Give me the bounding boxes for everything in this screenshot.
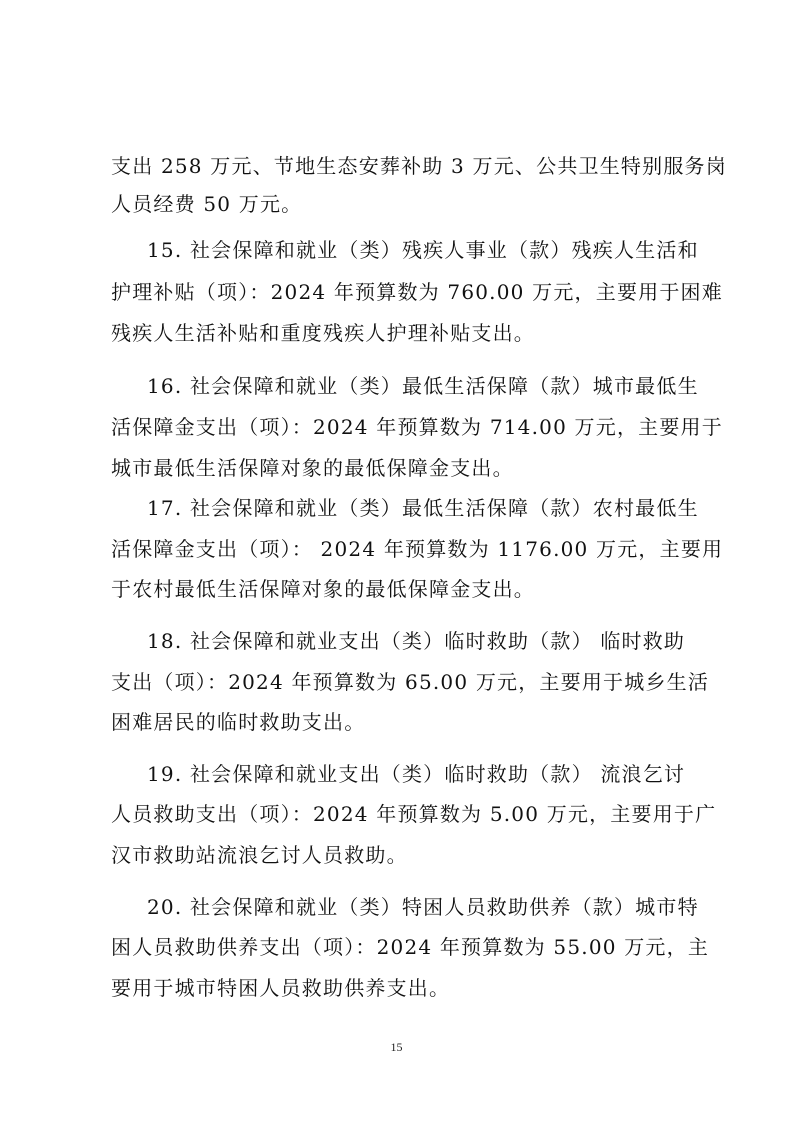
paragraph-line: 15. 社会保障和就业（类）残疾人事业（款）残疾人生活和 bbox=[147, 238, 699, 262]
paragraph-line: 20. 社会保障和就业（类）特困人员救助供养（款）城市特 bbox=[147, 895, 699, 919]
paragraph-line: 残疾人生活补贴和重度残疾人护理补贴支出。 bbox=[111, 321, 535, 345]
paragraph-line: 18. 社会保障和就业支出（类）临时救助（款） 临时救助 bbox=[147, 629, 686, 653]
paragraph-line: 人员经费 50 万元。 bbox=[111, 192, 303, 216]
paragraph-line: 支出 258 万元、节地生态安葬补助 3 万元、公共卫生特别服务岗 bbox=[111, 154, 727, 178]
paragraph-line: 人员救助支出（项）：2024 年预算数为 5.00 万元，主要用于广 bbox=[111, 802, 717, 826]
paragraph-line: 困难居民的临时救助支出。 bbox=[111, 710, 366, 734]
paragraph-line: 于农村最低生活保障对象的最低保障金支出。 bbox=[111, 577, 535, 601]
paragraph-line: 困人员救助供养支出（项）：2024 年预算数为 55.00 万元，主 bbox=[111, 935, 710, 959]
paragraph-line: 活保障金支出（项）：2024 年预算数为 714.00 万元，主要用于 bbox=[111, 415, 723, 439]
paragraph-line: 支出（项）：2024 年预算数为 65.00 万元，主要用于城乡生活 bbox=[111, 670, 710, 694]
paragraph-line: 16. 社会保障和就业（类）最低生活保障（款）城市最低生 bbox=[147, 374, 699, 398]
paragraph-line: 护理补贴（项）：2024 年预算数为 760.00 万元，主要用于困难 bbox=[111, 280, 723, 304]
page-number: 15 bbox=[390, 1040, 403, 1054]
paragraph-line: 要用于城市特困人员救助供养支出。 bbox=[111, 976, 451, 1000]
paragraph-line: 活保障金支出（项）： 2024 年预算数为 1176.00 万元，主要用 bbox=[111, 537, 724, 561]
paragraph-line: 19. 社会保障和就业支出（类）临时救助（款） 流浪乞讨 bbox=[147, 762, 686, 786]
paragraph-line: 汉市救助站流浪乞讨人员救助。 bbox=[111, 843, 408, 867]
paragraph-line: 城市最低生活保障对象的最低保障金支出。 bbox=[111, 456, 514, 480]
paragraph-line: 17. 社会保障和就业（类）最低生活保障（款）农村最低生 bbox=[147, 496, 699, 520]
